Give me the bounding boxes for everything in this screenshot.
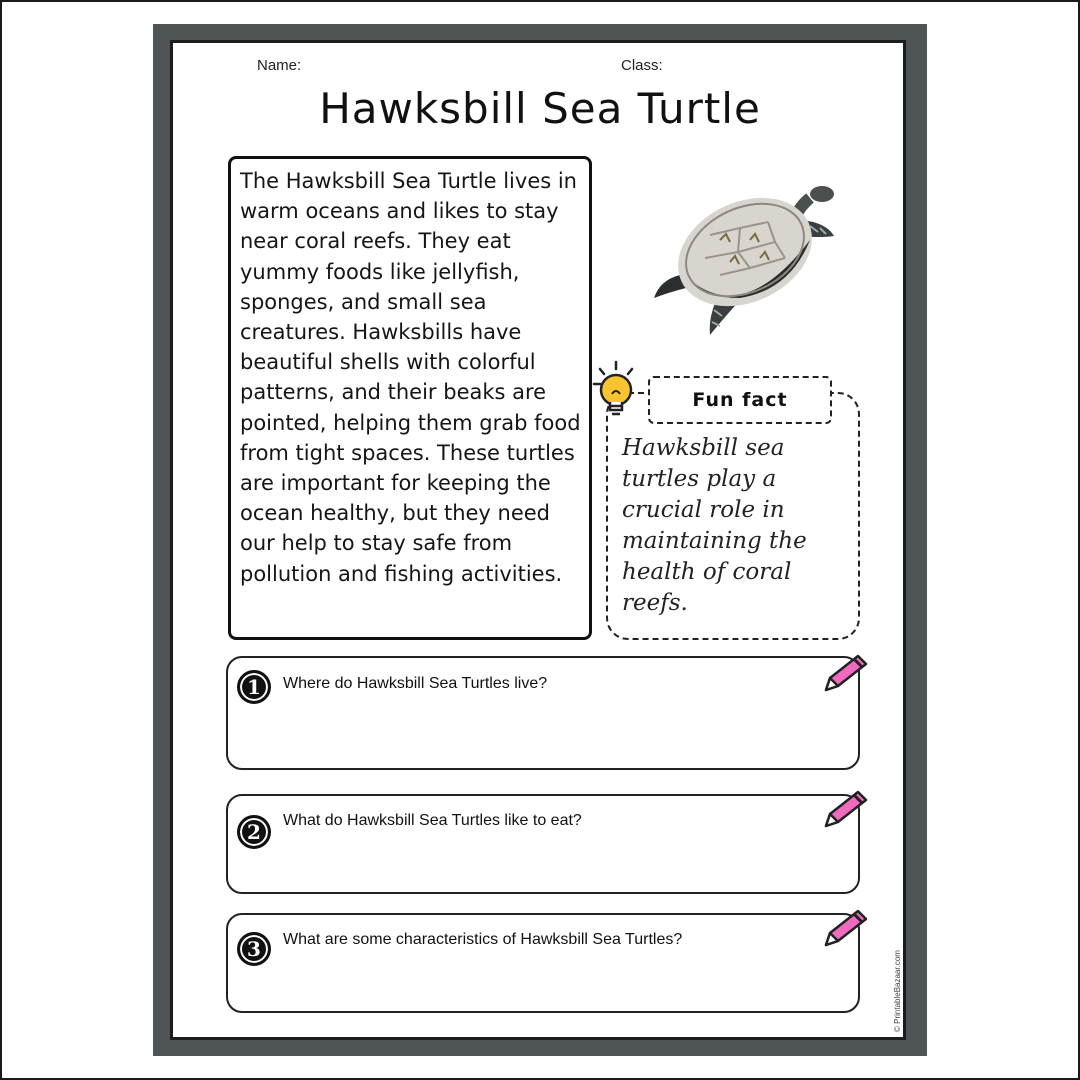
pencil-icon (818, 786, 870, 830)
copyright-text: © PrintableBazaar.com (893, 950, 902, 1032)
question-3-text: What are some characteristics of Hawksbill Sea Turtles? (283, 931, 683, 948)
question-1-box[interactable] (226, 656, 860, 770)
question-1-text: Where do Hawksbill Sea Turtles live? (283, 675, 548, 692)
question-3-box[interactable] (226, 913, 860, 1013)
fun-fact-title: Fun fact (648, 376, 832, 424)
question-2-text: What do Hawksbill Sea Turtles like to eat? (283, 812, 582, 829)
pencil-icon (818, 650, 870, 694)
pencil-icon (818, 905, 870, 949)
name-label: Name: (257, 57, 302, 74)
question-3-number: 3 (237, 932, 271, 966)
story-text: The Hawksbill Sea Turtle lives in warm oceans and likes to stay near coral reefs. They eat yummy foods like jellyfish, sponges, and small sea creatures. Hawksbills have beautiful shells with colorful patterns, and their beaks are pointed, helping them grab food from tight spaces. These turtles are important for keeping the ocean healthy, but they need our help to stay safe from pollution and fishing activities. (240, 169, 581, 586)
question-2-box[interactable] (226, 794, 860, 894)
question-1-number: 1 (237, 670, 271, 704)
question-2-number: 2 (237, 815, 271, 849)
lightbulb-icon (592, 360, 642, 422)
page-title: Hawksbill Sea Turtle (319, 84, 761, 133)
sea-turtle-icon (650, 180, 840, 340)
class-label: Class: (621, 57, 663, 74)
fun-fact-text: Hawksbill sea turtles play a crucial role in maintaining the health of coral reefs. (622, 435, 807, 616)
